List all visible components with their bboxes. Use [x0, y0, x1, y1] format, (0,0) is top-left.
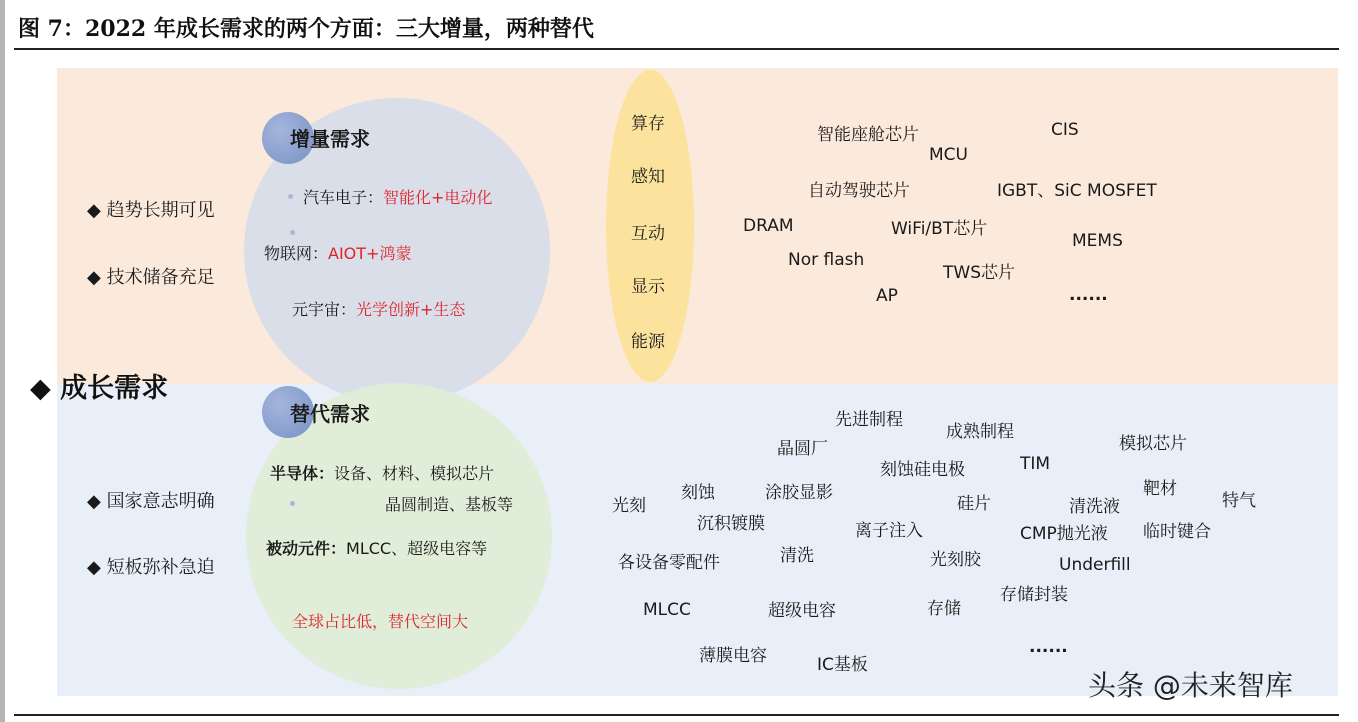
incremental-item	[303, 185, 492, 208]
product-tag: MCU	[929, 145, 968, 165]
figure-title: 图 7：2022 年成长需求的两个方面：三大增量，两种替代	[18, 16, 594, 42]
product-tag: 先进制程	[835, 410, 903, 430]
product-tag: DRAM	[743, 216, 794, 236]
product-tag: Nor flash	[788, 250, 865, 270]
category-label: 算存	[631, 114, 665, 134]
product-tag: 涂胶显影	[765, 483, 833, 503]
product-tag: WiFi/BT芯片	[891, 219, 988, 239]
product-tag: 离子注入	[855, 521, 923, 541]
product-tag: CIS	[1051, 120, 1079, 140]
incremental-reason: ◆ 技术储备充足	[87, 267, 215, 288]
item-detail: 设备、材料、模拟芯片	[334, 464, 495, 483]
product-tag: 模拟芯片	[1119, 434, 1187, 454]
main-heading: ◆ 成长需求	[30, 373, 169, 404]
substitution-heading: 替代需求	[290, 402, 370, 426]
product-tag: 刻蚀	[681, 483, 715, 503]
left-edge-bar	[0, 0, 5, 722]
product-tag: 靶材	[1143, 479, 1177, 499]
product-tag: 超级电容	[768, 601, 836, 621]
category-label: 互动	[631, 224, 665, 244]
substitution-item	[270, 461, 494, 484]
product-tag: 存储封装	[1000, 585, 1068, 605]
bullet-dot	[288, 194, 293, 199]
product-tag: 清洗液	[1069, 497, 1120, 517]
product-tag: Underfill	[1059, 555, 1131, 575]
product-tag: 成熟制程	[946, 422, 1014, 442]
product-tag: 光刻胶	[930, 550, 981, 570]
title-rule	[14, 48, 1339, 50]
product-tag: 自动驾驶芯片	[808, 181, 910, 201]
bullet-dot	[290, 230, 295, 235]
product-tag: 存储	[927, 599, 961, 619]
product-tag: MEMS	[1072, 231, 1123, 251]
substitution-reason: ◆ 短板弥补急迫	[87, 557, 215, 578]
product-tag: 硅片	[957, 494, 991, 514]
product-tag: 晶圆厂	[777, 439, 828, 459]
substitution-reason: ◆ 国家意志明确	[87, 491, 215, 512]
item-detail: 智能化+电动化	[383, 188, 493, 207]
product-tag: MLCC	[643, 600, 691, 620]
item-label: 物联网：	[264, 244, 329, 263]
incremental-item	[292, 297, 465, 320]
product-tag: 各设备零配件	[618, 553, 720, 573]
watermark: 头条 @未来智库	[1088, 669, 1293, 702]
product-tag: 光刻	[612, 496, 646, 516]
bullet-dot	[290, 501, 295, 506]
item-detail: AIOT+鸿蒙	[328, 244, 412, 263]
product-tag: IC基板	[817, 655, 868, 675]
product-tag: ......	[1069, 285, 1108, 305]
product-tag: 沉积镀膜	[697, 514, 765, 534]
category-label: 显示	[631, 277, 665, 297]
substitution-item: 晶圆制造、基板等	[385, 495, 514, 514]
product-tag: 清洗	[780, 546, 814, 566]
incremental-item	[264, 241, 411, 264]
product-tag: ......	[1029, 637, 1068, 657]
product-tag: 刻蚀硅电极	[880, 460, 965, 480]
substitution-item	[266, 536, 487, 559]
item-label: 元宇宙：	[292, 300, 357, 319]
item-label: 半导体：	[270, 464, 335, 483]
item-label: 被动元件：	[266, 539, 347, 558]
product-tag: 智能座舱芯片	[817, 125, 919, 145]
product-tag: TIM	[1020, 454, 1051, 474]
product-tag: AP	[876, 286, 898, 306]
substitution-conclusion: 全球占比低，替代空间大	[292, 612, 469, 631]
item-label: 汽车电子：	[303, 188, 384, 207]
bottom-rule	[14, 714, 1339, 716]
item-detail: MLCC、超级电容等	[346, 539, 488, 558]
product-tag: CMP抛光液	[1020, 524, 1108, 544]
product-tag: IGBT、SiC MOSFET	[997, 181, 1157, 201]
product-tag: 薄膜电容	[699, 646, 767, 666]
incremental-heading: 增量需求	[290, 127, 370, 151]
item-detail: 光学创新+生态	[356, 300, 466, 319]
product-tag: TWS芯片	[943, 263, 1015, 283]
product-tag: 特气	[1222, 491, 1256, 511]
product-tag: 临时键合	[1143, 522, 1211, 542]
category-label: 能源	[631, 332, 665, 352]
incremental-reason: ◆ 趋势长期可见	[87, 200, 215, 221]
category-label: 感知	[631, 167, 665, 187]
